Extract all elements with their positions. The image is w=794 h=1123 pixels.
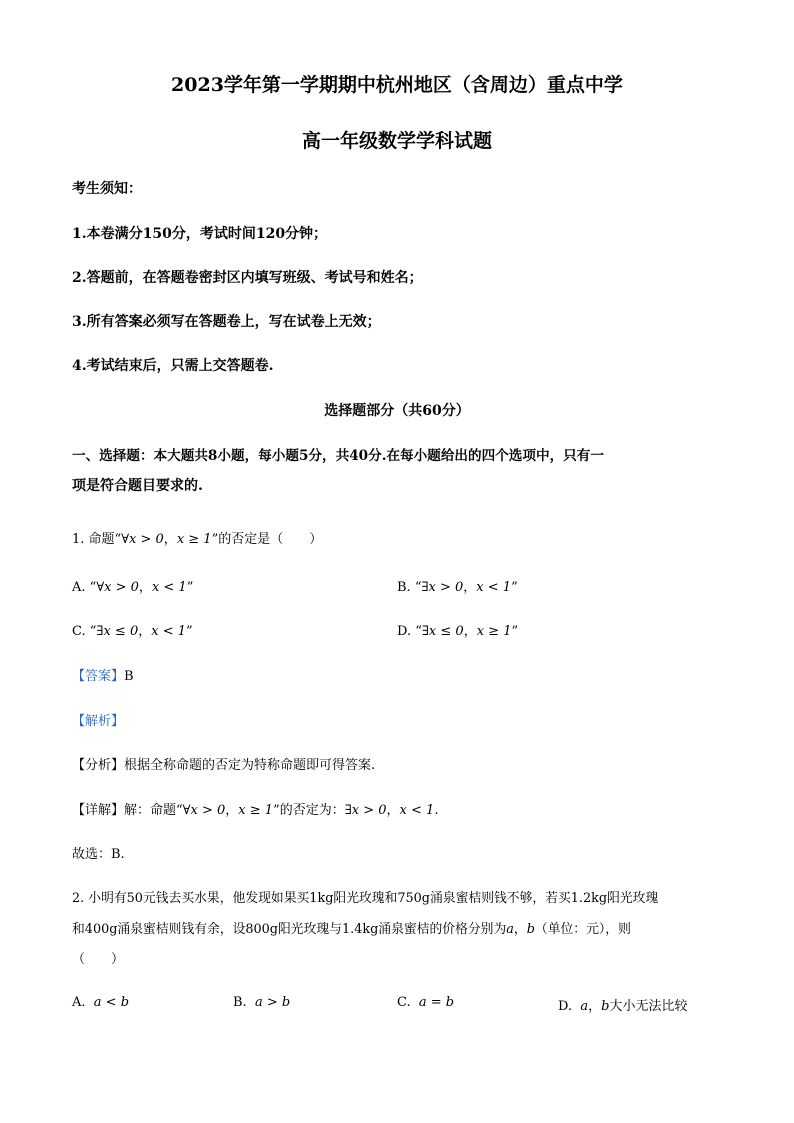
math-expression: a < b xyxy=(93,995,130,1010)
question-text: 1. 命题“ xyxy=(72,532,122,547)
separator: ， xyxy=(138,580,152,595)
math-expression: ∃x ≤ 0 xyxy=(96,624,139,639)
question-text: 和400g涌泉蜜桔则钱有余，设800g阳光玫瑰与1.4kg涌泉蜜桔的价格分别为 xyxy=(72,922,507,937)
option-label: A. xyxy=(72,995,86,1010)
section-title: 选择题部分（共60分） xyxy=(324,403,470,419)
fenxi-tag: 【分析】 xyxy=(72,758,125,773)
separator: ， xyxy=(163,532,177,547)
math-expression: x ≥ 1 xyxy=(238,803,274,818)
notice-item: 3.所有答案必须写在答题卷上，写在试卷上无效； xyxy=(72,314,381,330)
math-expression: ∀x > 0 xyxy=(182,803,226,818)
question-2-line3: （ ） xyxy=(72,952,125,967)
math-expression: x < 1 xyxy=(151,580,187,595)
math-expression: ∀x > 0 xyxy=(121,532,164,547)
math-expression: b xyxy=(526,922,535,937)
separator: ， xyxy=(386,803,400,818)
page-title: 2023学年第一学期期中杭州地区（含周边）重点中学 xyxy=(171,74,623,96)
math-expression: x ≥ 1 xyxy=(476,624,512,639)
detail-tag: 【详解】 xyxy=(72,803,125,818)
fenxi-row xyxy=(72,754,375,773)
math-expression: ∃x > 0 xyxy=(344,803,387,818)
math-expression: a > b xyxy=(254,995,291,1010)
question-1-stem xyxy=(72,528,322,547)
option-d xyxy=(558,995,687,1014)
section-intro-line1: 一、选择题：本大题共8小题，每小题5分，共40分.在每小题给出的四个选项中，只有一 xyxy=(72,448,604,464)
answer-tag: 【答案】 xyxy=(72,669,125,684)
math-expression: b xyxy=(601,999,610,1014)
option-b xyxy=(233,995,290,1010)
option-label: A. “ xyxy=(72,580,97,595)
option-label: D. xyxy=(558,999,573,1014)
notice-heading: 考生须知： xyxy=(72,181,142,197)
conclusion: 故选：B. xyxy=(72,847,125,862)
separator: ， xyxy=(138,624,152,639)
notice-item: 2.答题前，在答题卷密封区内填写班级、考试号和姓名； xyxy=(72,270,423,286)
answer-row xyxy=(72,665,134,684)
question-text: （单位：元），则 xyxy=(534,922,631,937)
option-end: ” xyxy=(511,580,518,595)
option-text: 大小无法比较 xyxy=(609,999,688,1014)
option-a xyxy=(72,576,193,595)
option-label: C. “ xyxy=(72,624,97,639)
math-expression: a xyxy=(506,922,514,937)
detail-text: 解：命题“ xyxy=(124,803,183,818)
notice-item: 4.考试结束后，只需上交答题卷. xyxy=(72,358,274,374)
page-subtitle: 高一年级数学学科试题 xyxy=(301,130,492,152)
option-a xyxy=(72,995,129,1010)
option-label: D. “ xyxy=(397,624,422,639)
notice-item: 1.本卷满分150分，考试时间120分钟； xyxy=(72,226,328,242)
question-2-line2 xyxy=(72,918,631,937)
option-c xyxy=(397,995,454,1010)
math-expression: x ≥ 1 xyxy=(176,532,212,547)
option-b xyxy=(397,576,518,595)
separator: ， xyxy=(463,624,477,639)
option-end: ” xyxy=(186,624,193,639)
answer-value: B xyxy=(124,669,134,684)
option-label: B. xyxy=(233,995,247,1010)
math-expression: ∀x > 0 xyxy=(96,580,139,595)
question-text: ”的否定是（ ） xyxy=(211,532,323,547)
separator: ， xyxy=(463,580,477,595)
math-expression: a = b xyxy=(418,995,455,1010)
math-expression: ∃x ≤ 0 xyxy=(421,624,464,639)
math-expression: ∃x > 0 xyxy=(421,580,464,595)
detail-row xyxy=(72,799,438,818)
separator: ， xyxy=(588,999,602,1014)
detail-text: . xyxy=(434,803,439,818)
option-end: ” xyxy=(511,624,519,639)
detail-text: ”的否定为： xyxy=(273,803,345,818)
section-intro-line2: 项是符合题目要求的. xyxy=(72,478,203,494)
option-d xyxy=(397,620,518,639)
math-expression: x < 1 xyxy=(399,803,435,818)
option-end: ” xyxy=(186,580,194,595)
option-label: C. xyxy=(397,995,411,1010)
option-label: B. “ xyxy=(397,580,422,595)
separator: ， xyxy=(513,922,527,937)
analysis-tag: 【解析】 xyxy=(72,714,125,729)
math-expression: x < 1 xyxy=(476,580,512,595)
option-c xyxy=(72,620,193,639)
fenxi-text: 根据全称命题的否定为特称命题即可得答案. xyxy=(124,758,376,773)
math-expression: a xyxy=(580,999,589,1014)
separator: ， xyxy=(225,803,239,818)
math-expression: x < 1 xyxy=(151,624,186,639)
question-2-line1: 2. 小明有50元钱去买水果，他发现如果买1kg阳光玫瑰和750g涌泉蜜桔则钱不够，若买1.2kg阳光玫瑰 xyxy=(72,891,659,906)
